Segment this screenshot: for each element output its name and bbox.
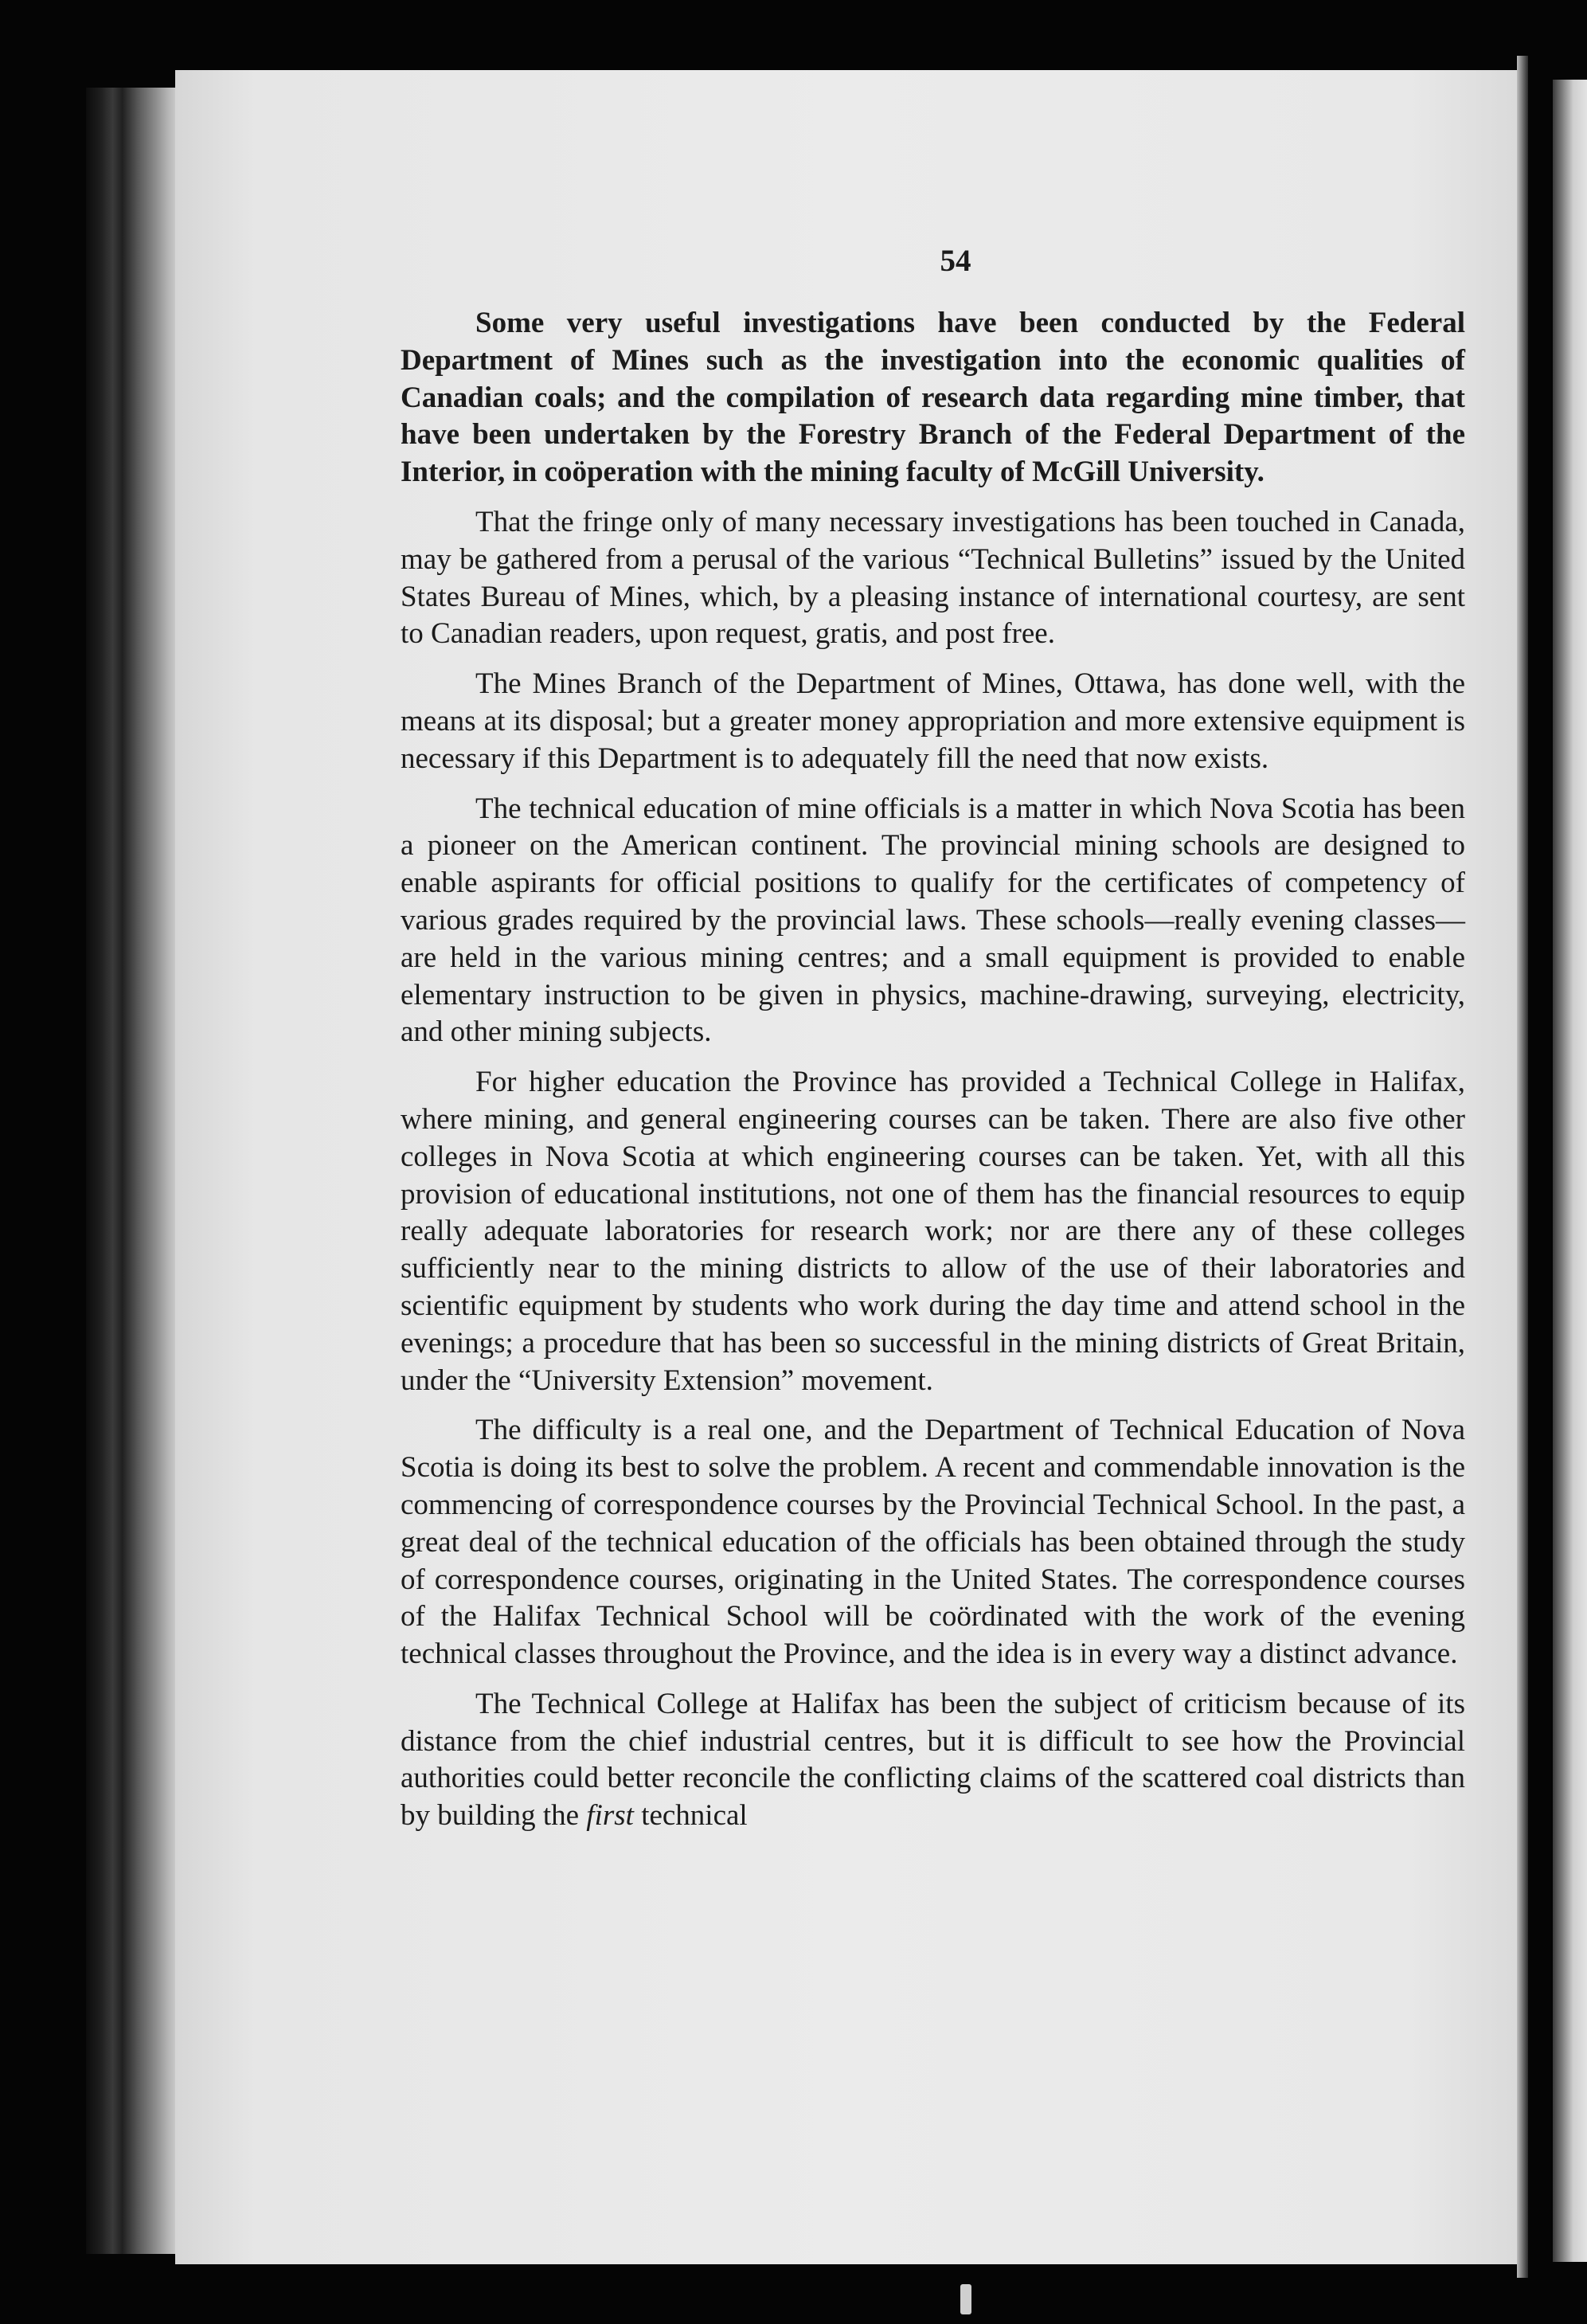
- page-right-edge: [1517, 56, 1528, 2278]
- paragraph-text-end: technical: [633, 1799, 748, 1833]
- scan-speck: [960, 2284, 971, 2314]
- paragraph-7: [401, 1686, 1465, 1835]
- book-gutter-edge: [86, 88, 182, 2254]
- adjacent-page-edge: [1553, 80, 1587, 2262]
- paragraph-4: [401, 791, 1465, 1052]
- paragraph-5: [401, 1064, 1465, 1399]
- body-text: [401, 305, 1465, 1848]
- paragraph-6: [401, 1412, 1465, 1673]
- emphasized-word: first: [586, 1799, 634, 1833]
- paragraph-3: [401, 666, 1465, 777]
- paragraph-text: The Mines Branch of the Department of Mines, Ottawa, has done well, with the means at its disposal; but a greater money appropriation and more extensive equipment is necessary if this Department is to adequately fill the need that now exists.: [401, 667, 1465, 775]
- page-number: 54: [940, 244, 971, 278]
- paragraph-text: The technical education of mine officials is a matter in which Nova Scotia has been a pioneer on the American continent. The provincial mining schools are designed to enable aspirants for official positions to qualify for the certificates of competency of various grades required by the provincial laws. These schools—really evening classes—are held in the various mining centres; and a small equipment is provided to enable elementary instruction to be given in physics, machine-drawing, surveying, electricity, and other mining subjects.: [401, 792, 1465, 1049]
- paragraph-text: For higher education the Province has provided a Technical College in Halifax, where mining, and general engineering courses can be taken. There are also five other colleges in Nova Scotia at which engineering courses can be taken. Yet, with all this provision of educational institutions, not one of them has the financial resources to equip really adequate laboratories for research work; nor are there any of these colleges sufficiently near to the mining districts to allow of the use of their laboratories and scientific equipment by students who work during the day time and attend school in the evenings; a procedure that has been so successful in the mining districts of Great Britain, under the “University Extension” movement.: [401, 1066, 1465, 1397]
- paragraph-text: The difficulty is a real one, and the Department of Technical Education of Nova Scotia is doing its best to solve the problem. A recent and commendable innovation is the commencing of correspondence courses by the Provincial Technical School. In the past, a great deal of the technical education of the officials has been obtained through the study of correspondence courses, originating in the United States. The correspondence courses of the Halifax Technical School will be coördinated with the work of the evening technical classes throughout the Province, and the idea is in every way a distinct advance.: [401, 1414, 1465, 1671]
- paragraph-text: That the fringe only of many necessary investigations has been touched in Canada, may be gathered from a perusal of the various “Technical Bulletins” issued by the United States Bureau of Mines, which, by a pleasing instance of international courtesy, are sent to Canadian readers, upon request, gratis, and post free.: [401, 505, 1465, 651]
- paragraph-text: The Technical College at Halifax has been the subject of criticism because of its distance from the chief industrial centres, but it is difficult to see how the Provincial authorities could better reconcile the conflicting claims of the scattered coal districts than by building the: [401, 1687, 1465, 1833]
- paragraph-text: Some very useful investigations have been conducted by the Federal Department of Mines such as the investigation into the economic qualities of Canadian coals; and the compilation of research data regarding mine timber, that have been undertaken by the Forestry Branch of the Federal Department of the Interior, in coöperation with the mining faculty of McGill University.: [401, 307, 1465, 489]
- paragraph-1: [401, 305, 1465, 491]
- paragraph-2: [401, 504, 1465, 653]
